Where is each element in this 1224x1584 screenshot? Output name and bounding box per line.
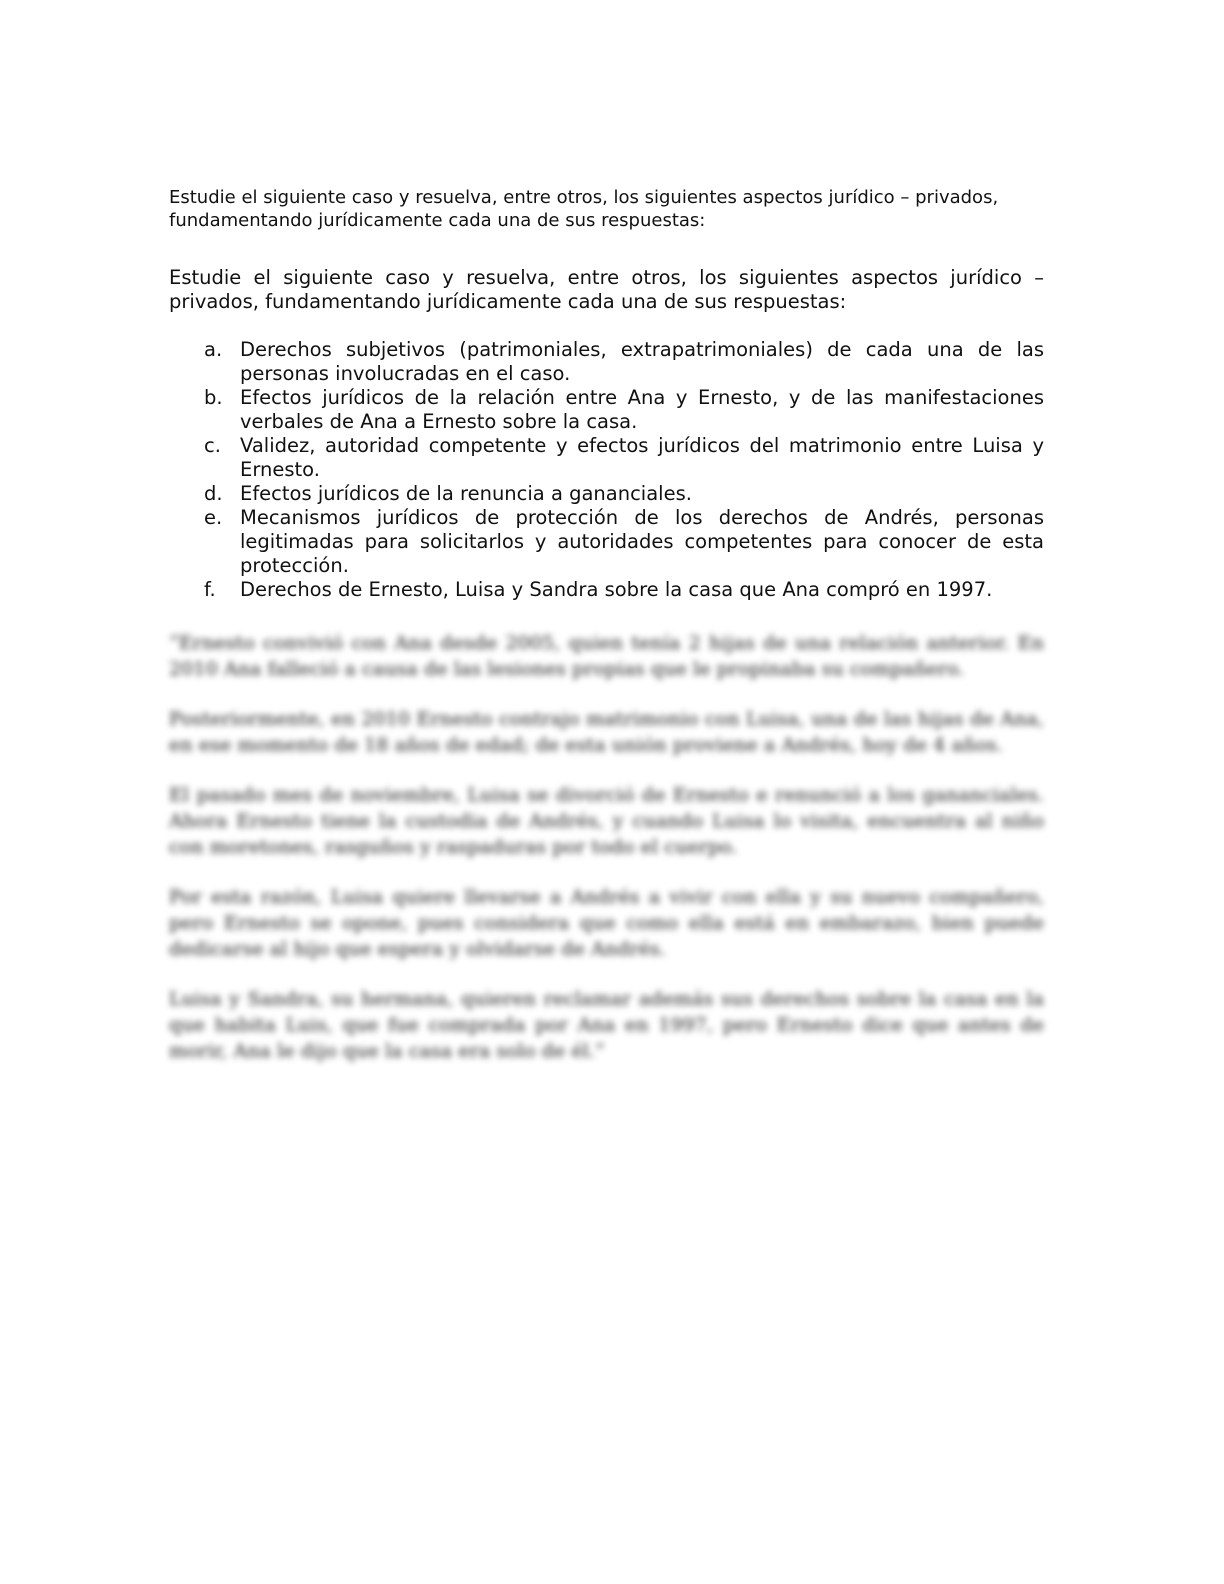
list-item-letter: b. (204, 386, 223, 409)
case-paragraph: “Ernesto convivió con Ana desde 2005, quien tenía 2 hijas de una relación anterior. En 2010 Ana falleció a causa de las lesiones propias que le propinaba su compañero. (169, 632, 1044, 680)
list-item-letter: d. (204, 482, 223, 505)
list-item (169, 482, 1044, 506)
case-paragraph: Por esta razón, Luisa quiere llevarse a Andrés a vivir con ella y su nuevo compañero, pero Ernesto se opone, pues considera que como ella está en embarazo, bien puede dedicarse al hijo que espera y olvidarse de Andrés. (169, 886, 1044, 960)
case-paragraph: El pasado mes de noviembre, Luisa se divorció de Ernesto e renunció a los gananciales. Ahora Ernesto tiene la custodia de Andrés, y cuando Luisa lo visita, encuentra al niño con moretones, rasguños y raspaduras por todo el cuerpo. (169, 784, 1044, 858)
list-item-letter: a. (204, 338, 223, 361)
list-item-text: Validez, autoridad competente y efectos jurídicos del matrimonio entre Luisa y Ernesto. (240, 434, 1044, 481)
list-item-text: Mecanismos jurídicos de protección de los derechos de Andrés, personas legitimadas para solicitarlos y autoridades competentes para conocer de esta protección. (240, 506, 1044, 577)
case-paragraph: Posteriormente, en 2010 Ernesto contrajo matrimonio con Luisa, una de las hijas de Ana, en ese momento de 18 años de edad; de esta unión proviene a Andrés, hoy de 4 años. (169, 708, 1044, 756)
list-item (169, 338, 1044, 386)
list-item-letter: c. (204, 434, 221, 457)
intro-paragraph: Estudie el siguiente caso y resuelva, entre otros, los siguientes aspectos jurídico – privados, fundamentando jurídicamente cada una de sus respuestas: (169, 266, 1044, 313)
questions-list (169, 338, 1044, 602)
list-item-text: Derechos subjetivos (patrimoniales, extrapatrimoniales) de cada una de las personas involucradas en el caso. (240, 338, 1044, 385)
list-item (169, 386, 1044, 434)
list-item (169, 434, 1044, 482)
case-paragraph: Luisa y Sandra, su hermana, quieren reclamar además sus derechos sobre la casa en la que habita Luis, que fue comprada por Ana en 1997, pero Ernesto dice que antes de morir, Ana le dijo que la casa era solo de él.” (169, 988, 1044, 1062)
list-item-text: Derechos de Ernesto, Luisa y Sandra sobre la casa que Ana compró en 1997. (240, 578, 993, 601)
list-item (169, 506, 1044, 578)
intro-paragraph-small: Estudie el siguiente caso y resuelva, entre otros, los siguientes aspectos jurídico – privados, fundamentando jurídicamente cada una de sus respuestas: (169, 187, 999, 231)
document-page (169, 186, 1044, 1088)
list-item (169, 578, 1044, 602)
list-item-text: Efectos jurídicos de la renuncia a gananciales. (240, 482, 692, 505)
blurred-case-text (169, 630, 1044, 1064)
list-item-letter: e. (204, 506, 223, 529)
list-item-letter: f. (204, 578, 216, 601)
list-item-text: Efectos jurídicos de la relación entre Ana y Ernesto, y de las manifestaciones verbales de Ana a Ernesto sobre la casa. (240, 386, 1044, 433)
